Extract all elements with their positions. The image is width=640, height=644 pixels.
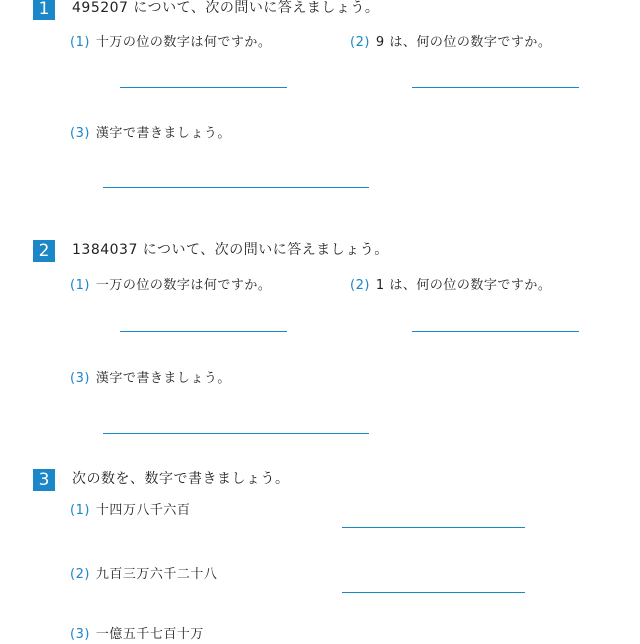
q1-item-2-text: 9 は、何の位の数字ですか。	[375, 35, 552, 50]
question-1-title: 495207 について、次の問いに答えましょう。	[72, 0, 380, 16]
q2-item-3-text: 漢字で書きましょう。	[95, 371, 231, 386]
question-2-title: 1384037 について、次の問いに答えましょう。	[72, 242, 389, 258]
q3-item-3-number: (3)	[70, 627, 90, 642]
q3-item-2	[70, 566, 217, 584]
question-1-number: 1	[33, 0, 55, 20]
q1-item-3	[70, 125, 231, 143]
q1-item-1-number: (1)	[70, 35, 90, 50]
q1-item-2	[350, 34, 551, 52]
q1-item-3-text: 漢字で書きましょう。	[95, 126, 231, 141]
q3-item-2-number: (2)	[70, 567, 90, 582]
q3-item-1-number: (1)	[70, 503, 90, 518]
q1-item-2-answer-line[interactable]	[412, 87, 579, 88]
q2-item-1	[70, 277, 271, 295]
question-2-number: 2	[33, 240, 55, 262]
q2-item-2-number: (2)	[350, 278, 370, 293]
q1-item-1-text: 十万の位の数字は何ですか。	[95, 35, 272, 50]
q1-item-1	[70, 34, 271, 52]
q2-item-3-number: (3)	[70, 371, 90, 386]
q2-item-2-answer-line[interactable]	[412, 331, 579, 332]
q1-item-3-answer-line[interactable]	[103, 187, 369, 188]
q2-item-2	[350, 277, 551, 295]
q1-item-2-number: (2)	[350, 35, 370, 50]
q1-item-1-answer-line[interactable]	[120, 87, 287, 88]
q2-item-1-text: 一万の位の数字は何ですか。	[95, 278, 272, 293]
q2-item-2-text: 1 は、何の位の数字ですか。	[375, 278, 552, 293]
q2-item-1-number: (1)	[70, 278, 90, 293]
question-3-title: 次の数を、数字で書きましょう。	[72, 471, 290, 487]
q2-item-3	[70, 370, 231, 388]
q2-item-1-answer-line[interactable]	[120, 331, 287, 332]
q3-item-2-text: 九百三万六千二十八	[95, 567, 218, 582]
q3-item-3	[70, 626, 204, 644]
q1-item-3-number: (3)	[70, 126, 90, 141]
q3-item-1-answer-line[interactable]	[342, 527, 525, 528]
q3-item-2-answer-line[interactable]	[342, 592, 525, 593]
question-3-number: 3	[33, 469, 55, 491]
q3-item-1	[70, 502, 190, 520]
q2-item-3-answer-line[interactable]	[103, 433, 369, 434]
q3-item-1-text: 十四万八千六百	[95, 503, 191, 518]
q3-item-3-text: 一億五千七百十万	[95, 627, 204, 642]
